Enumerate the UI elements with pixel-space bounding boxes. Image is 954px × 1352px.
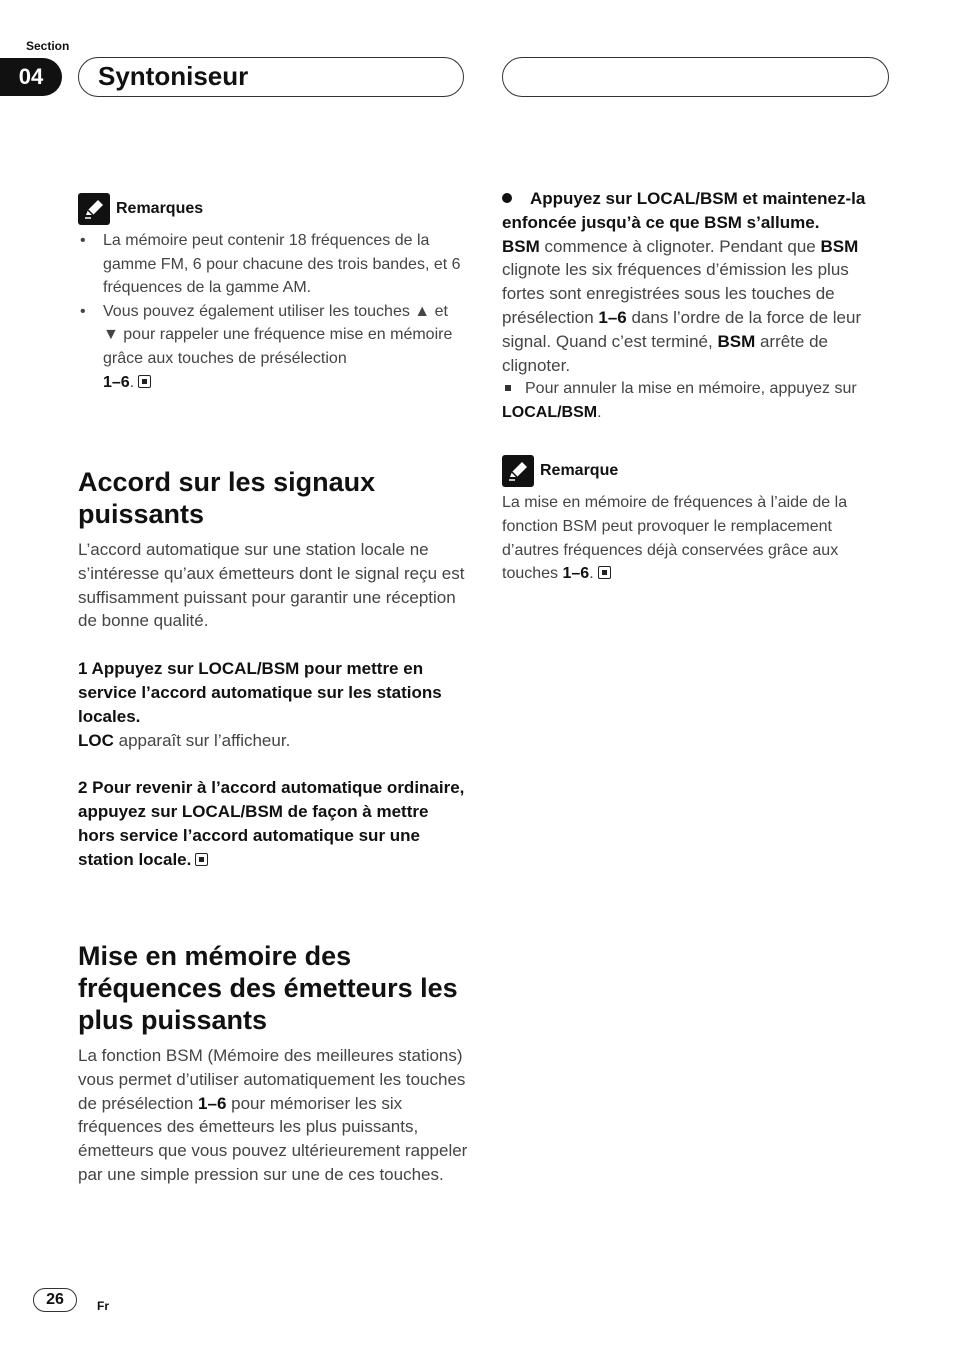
accord-step-1: 1 Appuyez sur LOCAL/BSM pour mettre en service l’accord automatique sur les stations locales. (78, 659, 442, 726)
end-mark-icon (598, 566, 611, 579)
note-body: La mise en mémoire de fréquences à l’aide de la fonction BSM peut provoquer le remplacement d’autres fréquences déjà conservées grâce aux touches (502, 494, 848, 583)
pencil-note-icon (502, 455, 534, 487)
punct: . (129, 373, 135, 391)
body-text: commence à clignoter. Pendant que (539, 236, 821, 256)
note-header (78, 193, 468, 225)
note-text (502, 491, 892, 586)
punct: . (597, 404, 602, 422)
result-text: apparaît sur l’afficheur. (113, 730, 291, 750)
section-accord (78, 466, 468, 872)
bsm-intro (78, 1044, 468, 1187)
preset-keys: 1–6 (198, 1093, 227, 1113)
bullet-dot-icon (502, 193, 512, 203)
local-bsm-label: LOCAL/BSM (502, 404, 598, 422)
step-2-text: 2 Pour revenir à l’accord automatique ordinaire, appuyez sur LOCAL/BSM de façon à mettre hors service l’accord automatique sur une station locale. (78, 778, 465, 869)
note-item (78, 300, 468, 394)
heading-accord: Accord sur les signaux puissants (78, 467, 376, 529)
section-title: Syntoniseur (98, 61, 249, 91)
body-text: arrête de clignoter. (502, 331, 828, 375)
note-remarques (78, 193, 468, 394)
accord-step-2 (78, 776, 468, 871)
cancel-text: Pour annuler la mise en mémoire, appuyez sur (525, 380, 857, 398)
bsm-step-text: Appuyez sur LOCAL/BSM et maintenez-la enfoncée jusqu’à ce que BSM s’allume. (502, 189, 866, 232)
intro-b: pour mémoriser les six fréquences des émetteurs les plus puissants, émetteurs que vous pouvez ultérieurement rappeler par une simple pression sur une de ces touches. (78, 1093, 468, 1184)
section-label: Section (26, 39, 70, 53)
pencil-note-icon (78, 193, 110, 225)
end-mark-icon (138, 375, 151, 388)
accord-intro: L’accord automatique sur une station locale ne s’intéresse qu’aux émetteurs dont le signal reçu est suffisamment puissant pour garantir une réception de bonne qualité. (78, 540, 465, 631)
bsm-procedure (502, 187, 892, 425)
bsm-step (502, 187, 892, 235)
preset-keys: 1–6 (562, 565, 590, 583)
bsm-cancel-tip (502, 377, 892, 425)
bsm-label: BSM (820, 236, 859, 256)
preset-keys: 1–6 (598, 307, 627, 327)
section-bsm (78, 940, 468, 1187)
section-number-tab: 04 (0, 58, 62, 96)
body-text: clignote les six fréquences d’émission les plus fortes sont enregistrées sous les touches de présélection (502, 260, 849, 327)
bsm-label: BSM (717, 331, 756, 351)
note-item-text: La mémoire peut contenir 18 fréquences de la gamme FM, 6 pour chacune des trois bandes, et 6 fréquences de la gamme AM. (103, 232, 461, 297)
intro-a: La fonction BSM (Mémoire des meilleures stations) vous permet d’utiliser automatiquement les touches de présélection (78, 1046, 466, 1113)
end-mark-icon (195, 853, 208, 866)
loc-indicator: LOC (78, 730, 114, 750)
note-list (78, 229, 468, 394)
square-bullet-icon (505, 385, 511, 391)
empty-title-frame (502, 57, 889, 97)
note-header (502, 455, 892, 487)
note-title: Remarques (116, 200, 204, 217)
bsm-body (502, 235, 892, 378)
accord-step-1-result (78, 729, 468, 753)
punct: . (589, 565, 594, 583)
bsm-label: BSM (502, 236, 540, 256)
note-item (78, 229, 468, 300)
heading-bsm: Mise en mémoire des fréquences des émetteurs les plus puissants (78, 941, 458, 1035)
language-code: Fr (97, 1299, 109, 1313)
page-number: 26 (33, 1288, 77, 1312)
note-item-text: Vous pouvez également utiliser les touches ▲ et ▼ pour rappeler une fréquence mise en mémoire grâce aux touches de présélection (103, 302, 453, 367)
body-text: dans l’ordre de la force de leur signal. Quand c’est terminé, (502, 307, 862, 351)
preset-keys: 1–6 (103, 373, 130, 391)
note-remarque (502, 455, 892, 586)
note-title: Remarque (540, 462, 619, 479)
